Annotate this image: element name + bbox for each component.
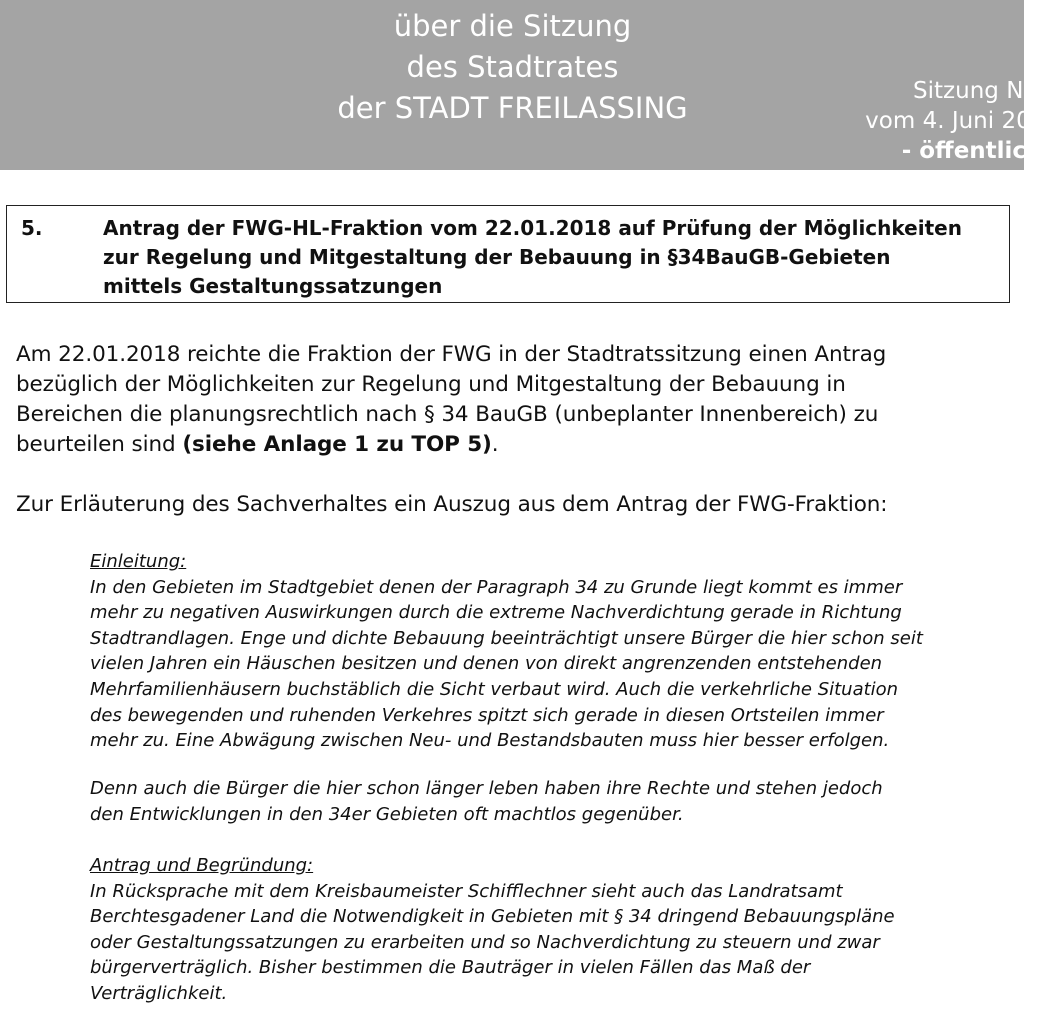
quote-line: In den Gebieten im Stadtgebiet denen der Paragraph 34 zu Grunde liegt kommt es immer: [90, 576, 903, 598]
session-visibility: - öffentlich -: [901, 138, 1060, 164]
quote-introduction: [90, 549, 1020, 754]
quote-antrag: [90, 853, 1020, 1007]
agenda-title-line: Antrag der FWG-HL-Fraktion vom 22.01.2018 auf Prüfung der Möglichkeiten: [103, 216, 962, 240]
body-line: Am 22.01.2018 reichte die Fraktion der FWG in der Stadtratssitzung einen Antrag: [16, 342, 887, 367]
quote-line: vielen Jahren ein Häuschen besitzen und denen von direkt angrenzenden entstehenden: [90, 653, 883, 675]
attachment-reference: (siehe Anlage 1 zu TOP 5): [182, 432, 492, 457]
agenda-item-box: [6, 205, 1010, 303]
quote-line: mehr zu negativen Auswirkungen durch die extreme Nachverdichtung gerade in Richtung: [90, 602, 902, 624]
quote-line: Berchtesgadener Land die Notwendigkeit in Gebieten mit § 34 dringend Bebauungspläne: [90, 906, 895, 928]
session-info: [840, 76, 1060, 166]
title-line: des Stadtrates: [406, 50, 619, 84]
document-header: [0, 0, 1060, 170]
body-line: [16, 430, 1016, 460]
agenda-title-line: mittels Gestaltungssatzungen: [103, 274, 443, 298]
quote-line: In Rücksprache mit dem Kreisbaumeister Schifflechner sieht auch das Landratsamt: [90, 880, 843, 902]
body-line: bezüglich der Möglichkeiten zur Regelung und Mitgestaltung der Bebauung in: [16, 372, 846, 397]
quote-line: Stadtrandlagen. Enge und dichte Bebauung beeinträchtigt unsere Bürger die hier schon seit: [90, 627, 923, 649]
quote-line: den Entwicklungen in den 34er Gebieten oft machtlos gegenüber.: [90, 803, 684, 825]
title-line: über die Sitzung: [393, 9, 632, 43]
body-text: beurteilen sind: [16, 432, 183, 457]
protocol-title: [260, 6, 765, 129]
quote-line: mehr zu. Eine Abwägung zwischen Neu- und Bestandsbauten muss hier besser erfolgen.: [90, 730, 890, 752]
agenda-title-line: zur Regelung und Mitgestaltung der Bebauung in §34BauGB-Gebieten: [103, 245, 891, 269]
body-line: Zur Erläuterung des Sachverhaltes ein Auszug aus dem Antrag der FWG-Fraktion:: [16, 492, 888, 517]
quote-second-paragraph: [90, 776, 1020, 827]
agenda-item-title: [103, 214, 1003, 301]
quote-heading: Antrag und Begründung:: [90, 855, 314, 876]
quote-line: Mehrfamilienhäusern buchstäblich die Sicht verbaut wird. Auch die verkehrliche Situation: [90, 678, 899, 700]
quote-line: des bewegenden und ruhenden Verkehres spitzt sich gerade in diesen Ortsteilen immer: [90, 704, 884, 726]
session-number: Sitzung Nr. 6: [913, 78, 1060, 104]
session-date: vom 4. Juni 2018: [865, 108, 1060, 134]
agenda-item-number: 5.: [21, 216, 43, 240]
body-paragraph-excerpt-intro: [16, 490, 1016, 520]
title-line: der STADT FREILASSING: [337, 91, 688, 125]
quote-heading: Einleitung:: [90, 551, 187, 572]
body-line: Bereichen die planungsrechtlich nach § 34 BauGB (unbeplanter Innenbereich) zu: [16, 402, 879, 427]
quote-line: Denn auch die Bürger die hier schon länger leben haben ihre Rechte und stehen jedoch: [90, 778, 883, 799]
body-text: .: [491, 432, 499, 457]
quote-line: Verträglichkeit.: [90, 982, 228, 1004]
body-paragraph-intro: [16, 340, 1016, 460]
quote-line: bürgerverträglich. Bisher bestimmen die Bauträger in vielen Fällen das Maß der: [90, 957, 811, 979]
quote-line: oder Gestaltungssatzungen zu erarbeiten und so Nachverdichtung zu steuern und zwar: [90, 931, 880, 953]
